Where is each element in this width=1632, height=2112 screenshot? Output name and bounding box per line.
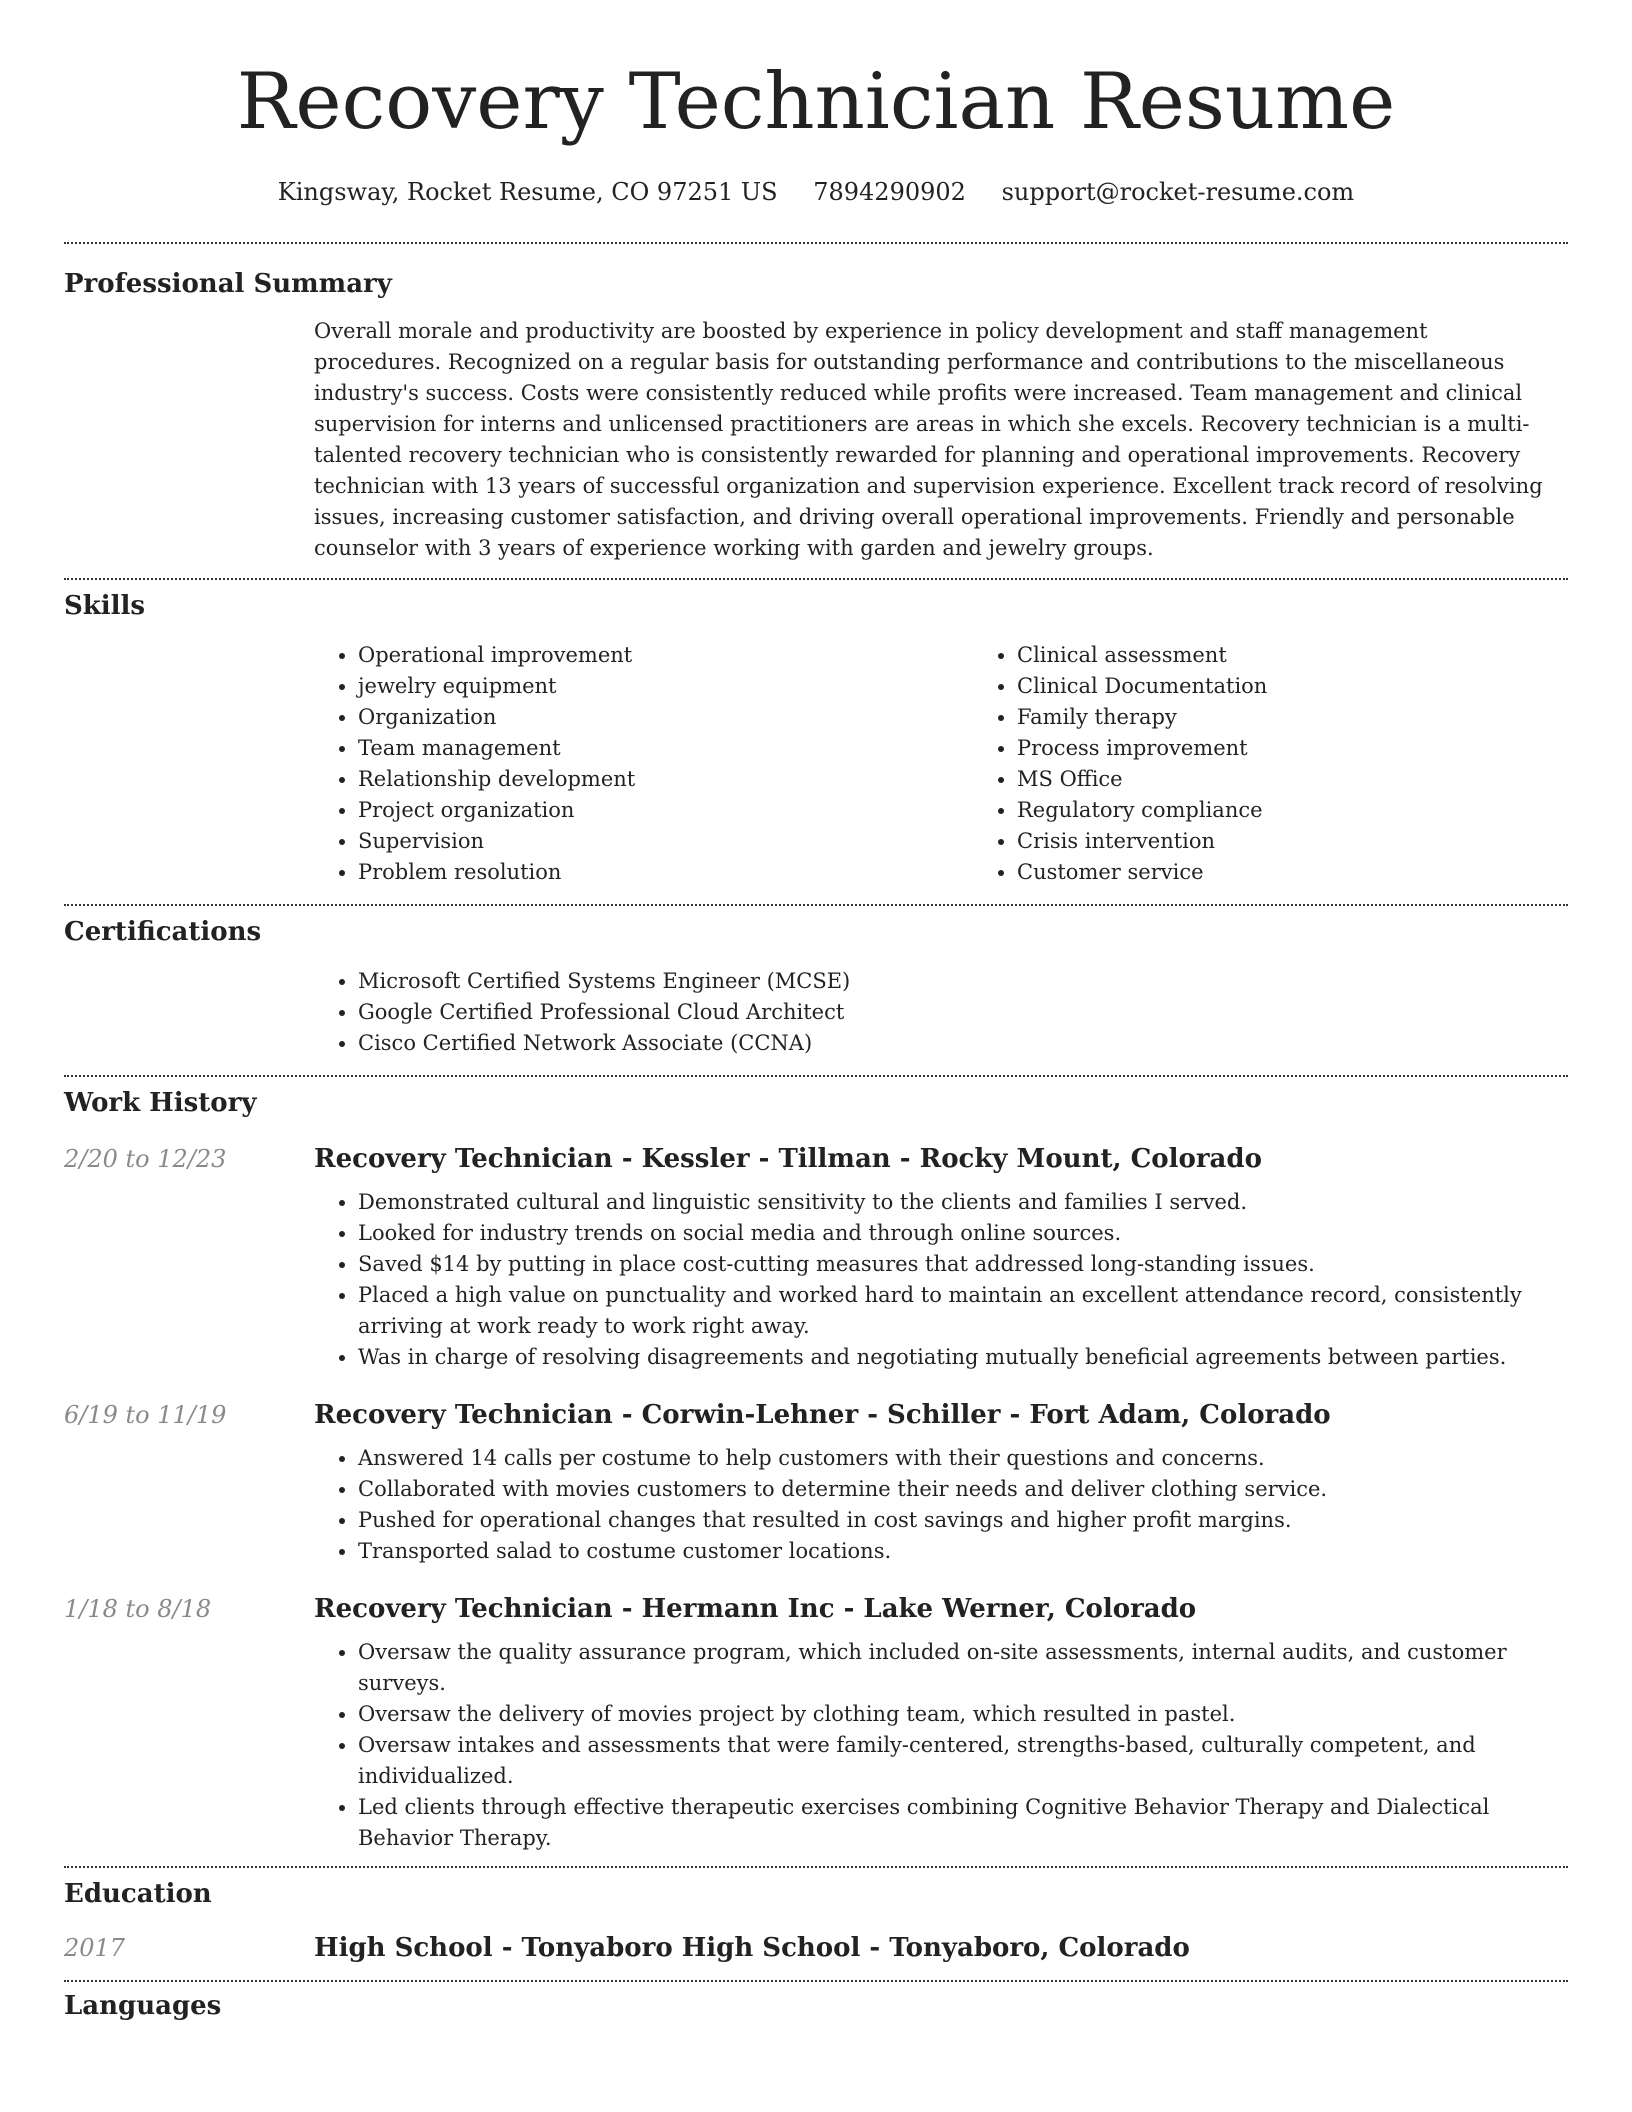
languages-section bbox=[64, 1982, 1568, 2026]
list-item: • Pushed for operational changes that resulted in cost savings and higher profit margins. bbox=[358, 1505, 1568, 1536]
list-item: • Microsoft Certified Systems Engineer (MCSE) bbox=[358, 966, 1568, 997]
job-entry bbox=[64, 1589, 1568, 1854]
job-dates: 1/18 to 8/18 bbox=[64, 1595, 212, 1623]
list-item: • Placed a high value on punctuality and worked hard to maintain an excellent attendance record, consistently arriving at work ready to work right away. bbox=[358, 1280, 1568, 1342]
list-item: • Was in charge of resolving disagreements and negotiating mutually beneficial agreements between parties. bbox=[358, 1342, 1568, 1373]
languages-heading: Languages bbox=[64, 1991, 222, 2021]
job-entry bbox=[64, 1395, 1568, 1567]
summary-section bbox=[64, 244, 1568, 578]
list-item: • Collaborated with movies customers to determine their needs and deliver clothing service. bbox=[358, 1474, 1568, 1505]
list-item: • Oversaw intakes and assessments that were family-centered, strengths-based, culturally competent, and individualized. bbox=[358, 1730, 1568, 1792]
list-item: • Supervision bbox=[358, 826, 973, 857]
list-item: • Team management bbox=[358, 733, 973, 764]
list-item: • jewelry equipment bbox=[358, 671, 973, 702]
list-item: • Regulatory compliance bbox=[1017, 795, 1632, 826]
work-history-heading: Work History bbox=[64, 1088, 257, 1118]
summary-text: Overall morale and productivity are boosted by experience in policy development and staff management procedures. Recognized on a regular basis for outstanding performance and contributions to the miscellaneous industry's success. Costs were consistently reduced while profits were increased. Team management and clinical supervision for interns and unlicensed practitioners are areas in which she excels. Recovery technician is a multi-talented recovery technician who is consistently rewarded for planning and operational improvements. Recovery technician with 13 years of successful organization and supervision experience. Excellent track record of resolving issues, increasing customer satisfaction, and driving overall operational improvements. Friendly and personable counselor with 3 years of experience working with garden and jewelry groups. bbox=[314, 319, 1543, 560]
education-entry: High School - Tonyaboro High School - Tonyaboro, Colorado bbox=[314, 1933, 1190, 1963]
job-bullets bbox=[314, 1443, 1568, 1567]
job-dates: 2/20 to 12/23 bbox=[64, 1145, 227, 1173]
list-item: • Oversaw the quality assurance program, which included on-site assessments, internal audits, and customer surveys. bbox=[358, 1637, 1568, 1699]
certifications-section bbox=[64, 906, 1568, 1075]
list-item: • Clinical assessment bbox=[1017, 640, 1632, 671]
list-item: • Google Certified Professional Cloud Architect bbox=[358, 997, 1568, 1028]
list-item: • Clinical Documentation bbox=[1017, 671, 1632, 702]
list-item: • Problem resolution bbox=[358, 857, 973, 888]
list-item: • MS Office bbox=[1017, 764, 1632, 795]
skills-heading: Skills bbox=[64, 591, 146, 621]
list-item: • Customer service bbox=[1017, 857, 1632, 888]
work-history-section bbox=[64, 1077, 1568, 1866]
contact-line bbox=[64, 172, 1568, 212]
address-text: Kingsway, Rocket Resume, CO 97251 US bbox=[277, 178, 778, 206]
skills-list-left bbox=[314, 640, 973, 888]
list-item: • Relationship development bbox=[358, 764, 973, 795]
education-heading: Education bbox=[64, 1879, 212, 1909]
job-title: Recovery Technician - Hermann Inc - Lake Werner, Colorado bbox=[314, 1594, 1197, 1624]
job-bullets bbox=[314, 1637, 1568, 1854]
list-item: • Looked for industry trends on social media and through online sources. bbox=[358, 1218, 1568, 1249]
list-item: • Operational improvement bbox=[358, 640, 973, 671]
phone-text: 7894290902 bbox=[813, 178, 966, 206]
list-item: • Process improvement bbox=[1017, 733, 1632, 764]
resume-title: Recovery Technician Resume bbox=[236, 57, 1396, 147]
job-title: Recovery Technician - Kessler - Tillman - Rocky Mount, Colorado bbox=[314, 1144, 1262, 1174]
list-item: • Oversaw the delivery of movies project by clothing team, which resulted in pastel. bbox=[358, 1699, 1568, 1730]
education-section bbox=[64, 1868, 1568, 1980]
list-item: • Project organization bbox=[358, 795, 973, 826]
job-entry bbox=[64, 1139, 1568, 1373]
skills-section bbox=[64, 580, 1568, 904]
list-item: • Family therapy bbox=[1017, 702, 1632, 733]
list-item: • Organization bbox=[358, 702, 973, 733]
list-item: • Transported salad to costume customer locations. bbox=[358, 1536, 1568, 1567]
list-item: • Crisis intervention bbox=[1017, 826, 1632, 857]
resume-page bbox=[64, 0, 1568, 2026]
list-item: • Led clients through effective therapeutic exercises combining Cognitive Behavior Therapy and Dialectical Behavior Therapy. bbox=[358, 1792, 1568, 1854]
email-link[interactable]: support@rocket-resume.com bbox=[1001, 178, 1355, 206]
certifications-list bbox=[314, 966, 1568, 1059]
list-item: • Answered 14 calls per costume to help customers with their questions and concerns. bbox=[358, 1443, 1568, 1474]
list-item: • Cisco Certified Network Associate (CCNA) bbox=[358, 1028, 1568, 1059]
summary-heading: Professional Summary bbox=[64, 269, 392, 299]
job-dates: 6/19 to 11/19 bbox=[64, 1401, 227, 1429]
list-item: • Saved $14 by putting in place cost-cutting measures that addressed long-standing issues. bbox=[358, 1249, 1568, 1280]
list-item: • Demonstrated cultural and linguistic sensitivity to the clients and families I served. bbox=[358, 1187, 1568, 1218]
job-title: Recovery Technician - Corwin-Lehner - Schiller - Fort Adam, Colorado bbox=[314, 1400, 1331, 1430]
skills-list-right bbox=[973, 640, 1632, 888]
job-bullets bbox=[314, 1187, 1568, 1373]
education-year: 2017 bbox=[64, 1934, 126, 1962]
certifications-heading: Certifications bbox=[64, 917, 262, 947]
